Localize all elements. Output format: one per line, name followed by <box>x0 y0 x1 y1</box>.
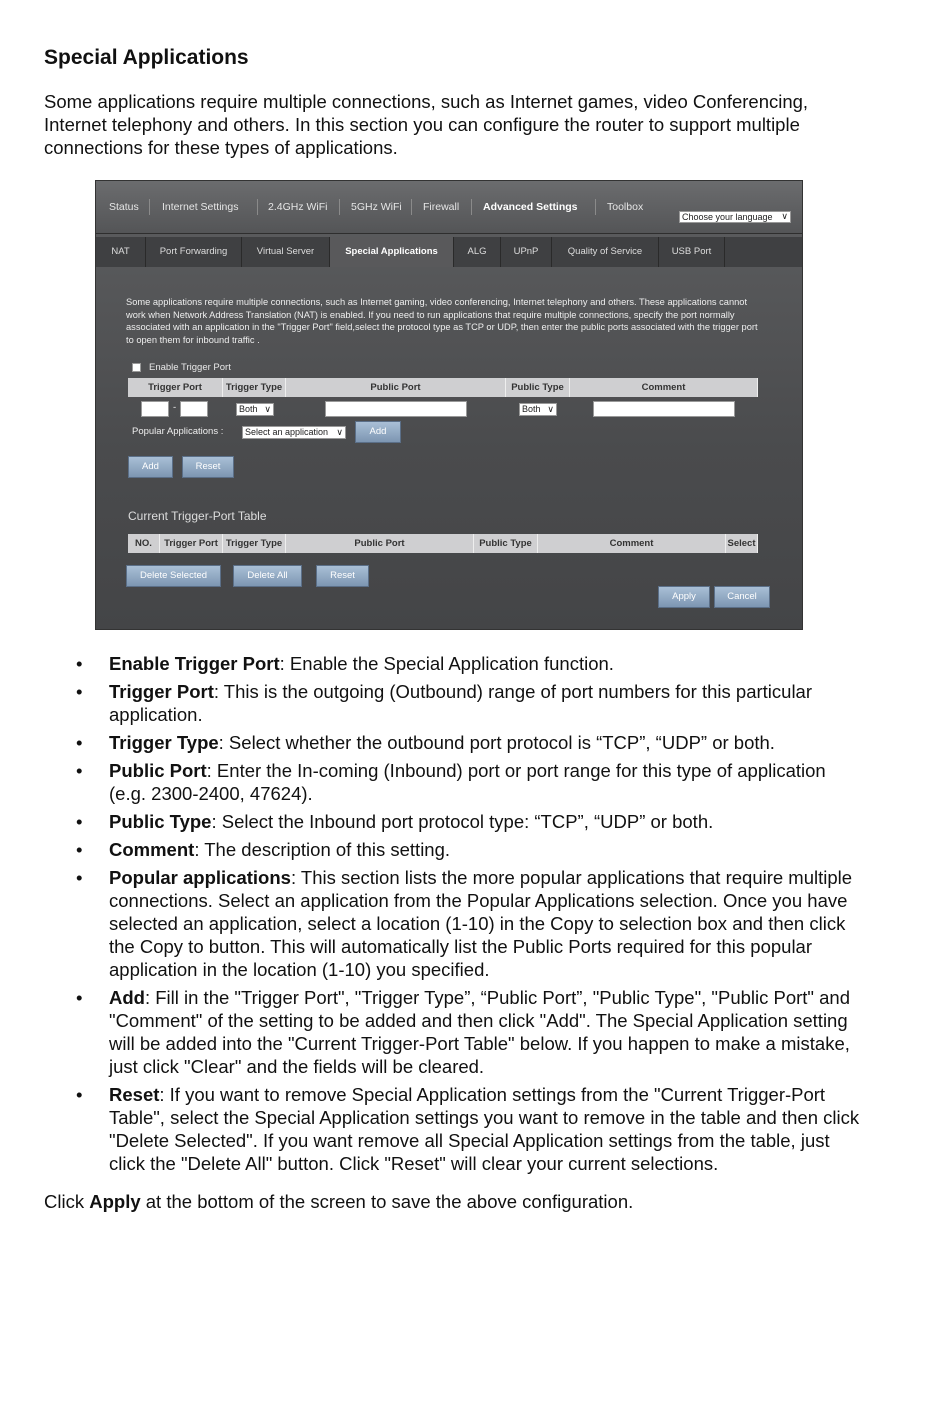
bullet-term: Popular applications <box>109 867 291 888</box>
intro-paragraph: Some applications require multiple connections, such as Internet games, video Conferencing, Internet telephony and others. In this section you can configure the router to support multiple connections for these types of applications. <box>44 91 809 158</box>
list-item <box>76 986 866 1078</box>
tab-quality-of-service[interactable]: Quality of Service <box>552 237 659 267</box>
table-reset-button[interactable]: Reset <box>316 565 369 587</box>
bullet-text: : This section lists the more popular applications that require multiple connections. Select an application from the Popular Applications selection. Once you have selected an application, select a location (1-10) in the Copy to selection box and then click the Copy to button. This will automatically list the Public Ports required for this popular application in the location (1-10) you specified. <box>109 867 853 980</box>
public-port-input[interactable] <box>325 401 467 417</box>
current-table-title: Current Trigger-Port Table <box>128 509 267 523</box>
bullet-term: Public Port <box>109 760 207 781</box>
nav-5ghz-wifi[interactable]: 5GHz WiFi <box>351 201 402 213</box>
bullet-text: : Fill in the "Trigger Port", "Trigger Type”, “Public Port”, "Public Type", "Public Port" and "Comment" of the setting to be added and then click "Add". The Special Application setting will be added into the "Current Trigger-Port Table" below. If you happen to make a mistake, just click "Clear" and the fields will be cleared. <box>109 987 851 1077</box>
closing-post: at the bottom of the screen to save the above configuration. <box>140 1191 634 1212</box>
col-public-port: Public Port <box>286 378 506 397</box>
closing-paragraph <box>44 1190 633 1213</box>
nav-separator <box>149 199 150 215</box>
tab-alg[interactable]: ALG <box>454 237 501 267</box>
bullet-term: Add <box>109 987 145 1008</box>
popular-applications-value: Select an application <box>245 427 329 437</box>
trigger-type-select[interactable] <box>236 403 274 416</box>
chevron-down-icon: ∨ <box>264 404 271 414</box>
list-item <box>76 652 866 675</box>
table-col-select: Select <box>726 534 758 553</box>
language-select-value: Choose your language <box>682 212 773 222</box>
bullet-term: Public Type <box>109 811 212 832</box>
bullet-icon: • <box>76 839 83 860</box>
nav-separator <box>339 199 340 215</box>
tab-port-forwarding[interactable]: Port Forwarding <box>146 237 242 267</box>
popular-add-button[interactable]: Add <box>355 421 401 443</box>
table-col-trigger-type: Trigger Type <box>223 534 286 553</box>
bullet-term: Trigger Port <box>109 681 214 702</box>
nav-separator <box>595 199 596 215</box>
list-item <box>76 866 866 981</box>
list-item <box>76 838 866 861</box>
bullet-icon: • <box>76 811 83 832</box>
enable-trigger-port-checkbox[interactable] <box>132 363 141 372</box>
bullet-text: : Enable the Special Application function. <box>279 653 614 674</box>
table-col-trigger-port: Trigger Port <box>160 534 223 553</box>
bullet-text: : The description of this setting. <box>194 839 451 860</box>
list-item <box>76 1083 866 1175</box>
section-heading: Special Applications <box>44 46 249 69</box>
delete-all-button[interactable]: Delete All <box>233 565 302 587</box>
closing-pre: Click <box>44 1191 90 1212</box>
bullet-icon: • <box>76 760 83 781</box>
language-select[interactable] <box>679 211 791 223</box>
sub-nav <box>96 237 802 267</box>
nav-toolbox[interactable]: Toolbox <box>607 201 644 213</box>
nav-separator <box>471 199 472 215</box>
list-item <box>76 810 866 833</box>
popular-applications-select[interactable] <box>242 426 346 439</box>
table-col-public-port: Public Port <box>286 534 474 553</box>
add-button[interactable]: Add <box>128 456 173 478</box>
bullet-term: Enable Trigger Port <box>109 653 280 674</box>
tab-usb-port[interactable]: USB Port <box>659 237 725 267</box>
bullet-text: : Select whether the outbound port protocol is “TCP”, “UDP” or both. <box>218 732 775 753</box>
bullet-list <box>76 652 866 1180</box>
delete-selected-button[interactable]: Delete Selected <box>126 565 221 587</box>
cancel-button[interactable]: Cancel <box>714 586 770 608</box>
nav-status[interactable]: Status <box>109 201 139 213</box>
nav-internet-settings[interactable]: Internet Settings <box>162 201 239 213</box>
trigger-port-start-input[interactable] <box>141 401 169 417</box>
bullet-icon: • <box>76 732 83 753</box>
table-col-no: NO. <box>128 534 160 553</box>
bullet-term: Comment <box>109 839 195 860</box>
bullet-text: : Enter the In-coming (Inbound) port or port range for this type of application (e.g. 2300-2400, 47624). <box>109 760 826 804</box>
apply-button[interactable]: Apply <box>658 586 710 608</box>
bullet-text: : Select the Inbound port protocol type: “TCP”, “UDP” or both. <box>211 811 714 832</box>
col-trigger-type: Trigger Type <box>223 378 286 397</box>
table-col-public-type: Public Type <box>474 534 538 553</box>
nav-24ghz-wifi[interactable]: 2.4GHz WiFi <box>268 201 328 213</box>
tab-upnp[interactable]: UPnP <box>501 237 552 267</box>
chevron-down-icon: ∨ <box>336 427 343 437</box>
tab-nat[interactable]: NAT <box>96 237 146 267</box>
nav-firewall[interactable]: Firewall <box>423 201 460 213</box>
port-range-dash: - <box>173 402 177 413</box>
router-screenshot <box>95 180 803 630</box>
closing-term: Apply <box>89 1191 141 1212</box>
bullet-icon: • <box>76 867 83 888</box>
bullet-term: Trigger Type <box>109 732 219 753</box>
bullet-text: : This is the outgoing (Outbound) range of port numbers for this particular application. <box>109 681 813 725</box>
list-item <box>76 731 866 754</box>
tab-virtual-server[interactable]: Virtual Server <box>242 237 330 267</box>
top-nav <box>96 181 802 234</box>
chevron-down-icon: ∨ <box>547 404 554 414</box>
bullet-term: Reset <box>109 1084 160 1105</box>
popular-applications-label: Popular Applications : <box>132 426 224 437</box>
bullet-text: : If you want to remove Special Application settings from the "Current Trigger-Port Table", select the Special Application settings you want to remove in the table and then click "Delete Selected". If you want remove all Special Application settings from the table, just click the "Delete All" button. Click "Reset" will clear your current selections. <box>109 1084 860 1174</box>
bullet-icon: • <box>76 653 83 674</box>
comment-input[interactable] <box>593 401 735 417</box>
tab-special-applications[interactable]: Special Applications <box>330 237 454 267</box>
nav-advanced-settings[interactable]: Advanced Settings <box>483 201 578 213</box>
reset-button[interactable]: Reset <box>182 456 234 478</box>
bullet-icon: • <box>76 987 83 1008</box>
bullet-icon: • <box>76 681 83 702</box>
col-comment: Comment <box>570 378 758 397</box>
public-type-value: Both <box>522 404 541 414</box>
col-trigger-port: Trigger Port <box>128 378 223 397</box>
list-item <box>76 759 866 805</box>
nav-separator <box>257 199 258 215</box>
enable-trigger-port-label: Enable Trigger Port <box>149 362 231 373</box>
trigger-port-end-input[interactable] <box>180 401 208 417</box>
chevron-down-icon: ∨ <box>781 211 788 221</box>
nav-separator <box>411 199 412 215</box>
col-public-type: Public Type <box>506 378 570 397</box>
trigger-type-value: Both <box>239 404 258 414</box>
public-type-select[interactable] <box>519 403 557 416</box>
router-description: Some applications require multiple connections, such as Internet gaming, video conferencing, Internet telephony and others. These applications cannot work when Network Address Translation (NAT) is enabled. If you need to run applications that require multiple connections, specify the port normally associated with an application in the "Trigger Port" field,select the protocol type as TCP or UDP, then enter the public ports associated with the trigger port to open them for inbound traffic . <box>126 297 758 345</box>
list-item <box>76 680 866 726</box>
bullet-icon: • <box>76 1084 83 1105</box>
table-col-comment: Comment <box>538 534 726 553</box>
